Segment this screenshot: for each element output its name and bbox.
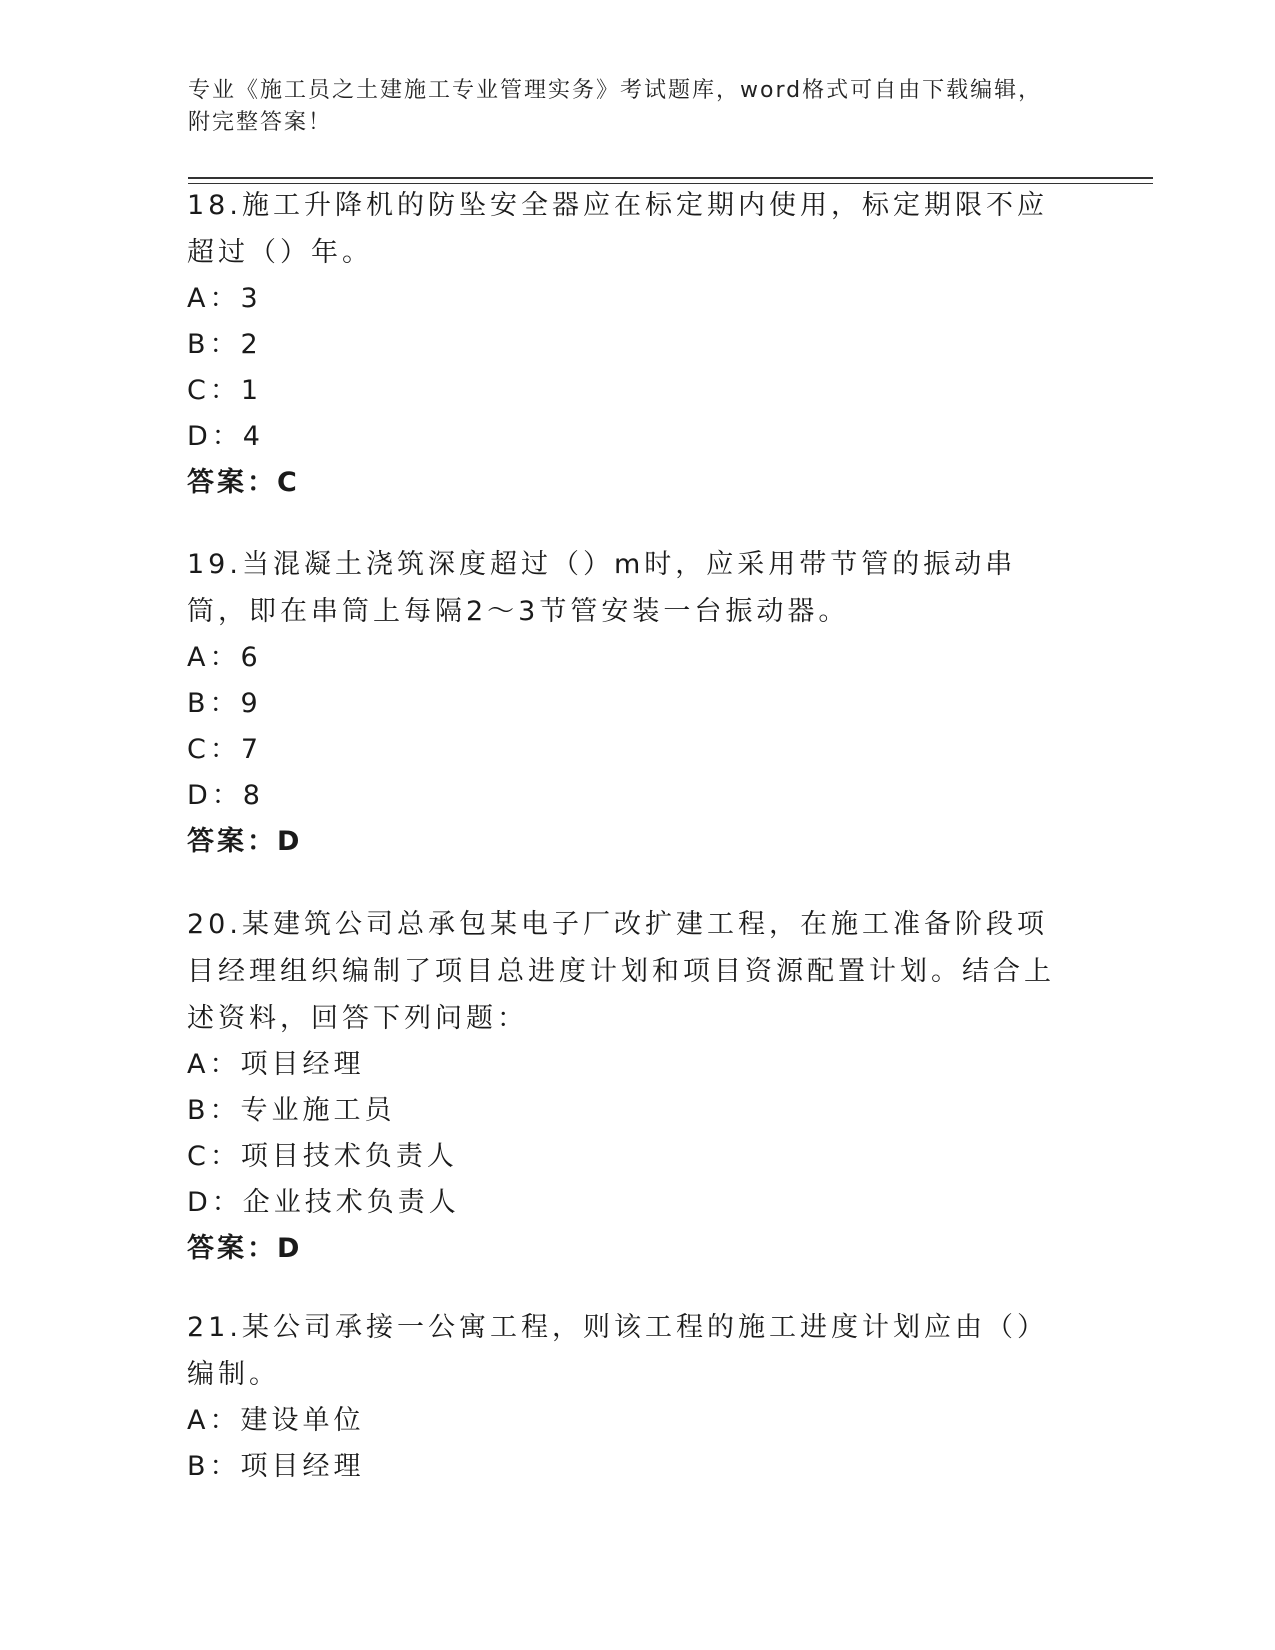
question-stem: 21.某公司承接一公寓工程，则该工程的施工进度计划应由（）编制。 [187, 1312, 1048, 1390]
option-a: A：项目经理 [187, 1049, 365, 1080]
option-a: A：建设单位 [187, 1405, 365, 1436]
option-c: C：项目技术负责人 [187, 1141, 458, 1172]
question-stem: 20.某建筑公司总承包某电子厂改扩建工程，在施工准备阶段项目经理组织编制了项目总进度计划和项目资源配置计划。结合上述资料，回答下列问题： [187, 909, 1055, 1034]
option-a: A：6 [187, 642, 262, 673]
option-d: D：8 [187, 780, 264, 811]
question-19 [187, 541, 1087, 865]
option-b: B：项目经理 [187, 1451, 365, 1482]
document-header [188, 75, 1088, 139]
option-c: C：1 [187, 375, 263, 406]
option-c: C：7 [187, 734, 263, 765]
question-stem: 18.施工升降机的防坠安全器应在标定期内使用，标定期限不应超过（）年。 [187, 190, 1048, 268]
question-21 [187, 1304, 1087, 1490]
question-20 [187, 901, 1087, 1272]
answer: 答案：C [187, 467, 300, 498]
option-b: B：专业施工员 [187, 1095, 396, 1126]
header-line-2: 附完整答案！ [188, 110, 333, 135]
question-stem: 19.当混凝土浇筑深度超过（）m时，应采用带节管的振动串筒，即在串筒上每隔2～3节管安装一台振动器。 [187, 549, 1017, 627]
option-b: B：9 [187, 688, 262, 719]
option-a: A：3 [187, 283, 262, 314]
header-line-1: 专业《施工员之土建施工专业管理实务》考试题库，word格式可自由下载编辑， [188, 78, 1043, 103]
option-b: B：2 [187, 329, 262, 360]
question-18 [187, 182, 1087, 506]
option-d: D：企业技术负责人 [187, 1187, 460, 1218]
answer: 答案：D [187, 1233, 303, 1264]
answer: 答案：D [187, 826, 303, 857]
header-divider-thick [188, 177, 1153, 179]
option-d: D：4 [187, 421, 264, 452]
